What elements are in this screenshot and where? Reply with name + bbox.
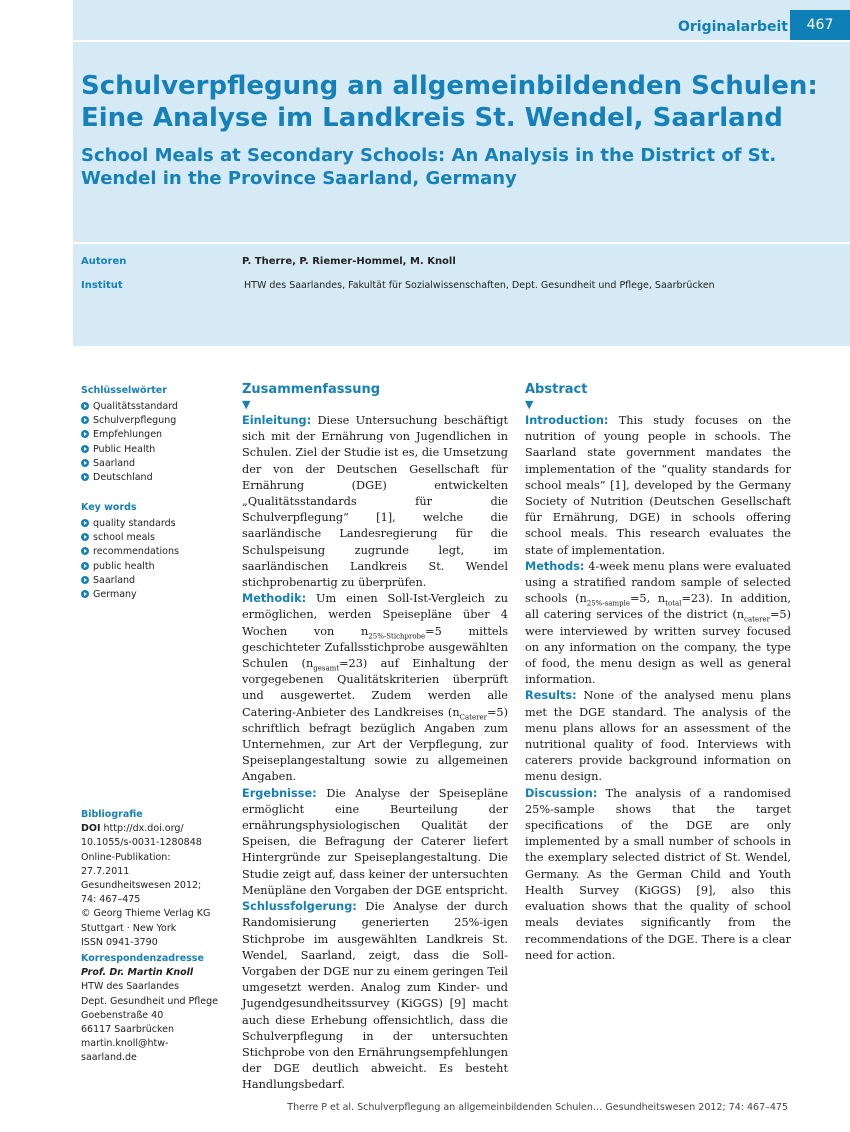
bullet-arrow-icon bbox=[81, 533, 89, 541]
doi-url[interactable]: http://dx.doi.org/ bbox=[103, 823, 184, 835]
section-label: Originalarbeit bbox=[678, 19, 788, 35]
footer-citation: Therre P et al. Schulverpflegung an allgemeinbildenden Schulen… Gesundheitswesen 2012; 74: 467–475 bbox=[287, 1102, 788, 1113]
journal: Gesundheitswesen 2012; bbox=[81, 880, 202, 892]
correspondence bbox=[81, 952, 221, 1066]
methodik-label: Methodik: bbox=[242, 592, 307, 606]
keyword-item: Empfehlungen bbox=[81, 428, 221, 442]
results-label: Results: bbox=[525, 689, 577, 703]
results-paragraph: Results: None of the analysed menu plans met the DGE standard. The analysis of the menu plans allows for an assessment of the nutritional quality of food. Interviews with caterers provide background information on menu design. bbox=[525, 689, 791, 784]
bibliography bbox=[81, 808, 221, 950]
meta-divider bbox=[73, 242, 850, 244]
abstract-heading: Abstract bbox=[525, 382, 588, 397]
doi-label: DOI bbox=[81, 823, 101, 835]
methodik-paragraph: Methodik: Um einen Soll-Ist-Vergleich zu ermöglichen, werden Speisepläne über 4 Wochen von $n_{25\%-Stichprobe}=5$ mittels geschichteter Zufallsstichprobe ausgewählten Schulen $(n_{gesamt}=23)$ auf Einhaltung der vorgegebenen Qualitätskriterien überprüft und ausgewertet. Zudem werden alle Catering-Anbieter des Landkreises $(n_{Caterer}=5)$ schriftlich befragt bezüglich Angaben zum Unternehmen, zur Art der Verpflegung, zur Speiseplangestaltung sowie zu allgemeinen Angaben. bbox=[242, 592, 508, 784]
correspondence-city: 66117 Saarbrücken bbox=[81, 1024, 175, 1036]
correspondence-heading: Korrespondenzadresse bbox=[81, 953, 204, 964]
issn: ISSN 0941-3790 bbox=[81, 936, 158, 948]
institute: HTW des Saarlandes, Fakultät für Sozialwissenschaften, Dept. Gesundheit und Pflege, Saarbrücken bbox=[244, 280, 715, 291]
article-title-english: School Meals at Secondary Schools: An Analysis in the District of St. Wendel in the Province Saarland, Germany bbox=[81, 145, 777, 189]
bibliography-heading: Bibliografie bbox=[81, 809, 143, 820]
keyword-item: public health bbox=[81, 560, 221, 574]
schlussfolgerung-label: Schlussfolgerung: bbox=[242, 900, 357, 914]
ergebnisse-label: Ergebnisse: bbox=[242, 786, 317, 800]
correspondence-street: Goebenstraße 40 bbox=[81, 1009, 164, 1021]
doi-id[interactable]: 10.1055/s-0031-1280848 bbox=[81, 837, 202, 849]
bullet-arrow-icon bbox=[81, 416, 89, 424]
pages: 74: 467–475 bbox=[81, 894, 141, 906]
bullet-arrow-icon bbox=[81, 590, 89, 598]
publisher-location: Stuttgart · New York bbox=[81, 922, 177, 934]
schlussfolgerung-paragraph: Schlussfolgerung: Die Analyse der durch Randomisierung generierten 25%-igen Stichprobe im ausgewählten Landkreis St. Wendel, Saarland, zeigt, dass die Soll-Vorgaben der DGE nur zu einem geringen Teil umgesetzt werden. Analog zum Kinder- und Jugendgesundheitssurvey (KiGGS) [9] macht auch diese Erhebung offensichtlich, dass die Schulverpflegung in der untersuchten Stichprobe von den Ernährungsempfehlungen der DGE deutlich abweicht. Es besteht Handlungsbedarf. bbox=[242, 900, 508, 1092]
keywords-german-heading: Schlüsselwörter bbox=[81, 385, 167, 396]
keywords-english-list bbox=[81, 517, 221, 602]
methods-label: Methods: bbox=[525, 559, 585, 573]
introduction-paragraph: Introduction: This study focuses on the nutrition of young people in schools. The Saarland state government mandates the implementation of the “quality standards for school meals” [1], developed by the Germany Society of Nutrition (Deutschen Gesellschaft für Ernährung, DGE) in schools offering school meals. This research evaluates the state of implementation. bbox=[525, 414, 791, 557]
ergebnisse-paragraph: Ergebnisse: Die Analyse der Speisepläne ermöglicht eine Beurteilung der ernährungsphysiologischen Qualität der Speisen, die Befragung der Caterer liefert Hintergründe zur Speiseplangestaltung. Die Studie zeigt auf, dass keiner der untersuchten Menüpläne den Vorgaben der DGE entspricht. bbox=[242, 786, 509, 897]
zusammenfassung bbox=[242, 382, 508, 1094]
keyword-item: recommendations bbox=[81, 545, 221, 559]
bullet-arrow-icon bbox=[81, 576, 89, 584]
triangle-down-icon: ▼ bbox=[525, 398, 534, 411]
institute-label: Institut bbox=[81, 280, 123, 291]
einleitung-paragraph: Einleitung: Diese Untersuchung beschäftigt sich mit der Ernährung von Jugendlichen in Schulen. Ziel der Studie ist es, die Umsetzung der von der Deutschen Gesellschaft für Ernährung (DGE) entwickelten „Qualitätsstandards für die Schulverpflegung“ [1], welche die saarländische Landesregierung für die Schulspeisung zugrunde legt, im saarländischen Landkreis St. Wendel stichprobenartig zu überprüfen. bbox=[242, 414, 508, 590]
correspondence-dept: Dept. Gesundheit und Pflege bbox=[81, 995, 218, 1007]
page-number: 467 bbox=[790, 10, 850, 40]
keyword-item: Schulverpflegung bbox=[81, 414, 221, 428]
online-publication: Online-Publikation: 27.7.2011 bbox=[81, 851, 171, 877]
zusammenfassung-heading: Zusammenfassung bbox=[242, 382, 381, 397]
abstract bbox=[525, 382, 791, 964]
article-title-german: Schulverpflegung an allgemeinbildenden Schulen: Eine Analyse im Landkreis St. Wendel, Saarland bbox=[81, 71, 818, 133]
einleitung-label: Einleitung: bbox=[242, 414, 312, 427]
bullet-arrow-icon bbox=[81, 562, 89, 570]
authors-label: Autoren bbox=[81, 256, 127, 267]
keyword-item: Public Health bbox=[81, 443, 221, 457]
methods-paragraph: Methods: 4-week menu plans were evaluated using a stratified random sample of selected schools ($n_{25\%-sample}=5$, $n_{total}=23$). In addition, all catering services of the district $(n_{caterer}=5)$ were interviewed by written survey focused on any information on the company, the type of food, the menu design as well as general information. bbox=[525, 559, 791, 687]
correspondence-name: Prof. Dr. Martin Knoll bbox=[81, 967, 194, 979]
keyword-item: Saarland bbox=[81, 574, 221, 588]
introduction-label: Introduction: bbox=[525, 414, 609, 427]
bullet-arrow-icon bbox=[81, 445, 89, 453]
bullet-arrow-icon bbox=[81, 430, 89, 438]
keyword-item: Qualitätsstandard bbox=[81, 400, 221, 414]
discussion-paragraph: Discussion: The analysis of a randomised 25%-sample shows that the target specifications of the DGE are only implemented by a small number of schools in the exemplary selected district of St. Wendel, Germany. As the German Child and Youth Health Survey (KiGGS) [9], also this evaluation shows that the quality of school meals deviates significantly from the recommendations of the DGE. There is a clear need for action. bbox=[525, 786, 791, 962]
keyword-item: Germany bbox=[81, 588, 221, 602]
keyword-item: Saarland bbox=[81, 457, 221, 471]
correspondence-org: HTW des Saarlandes bbox=[81, 981, 180, 993]
keyword-item: Deutschland bbox=[81, 471, 221, 485]
copyright: © Georg Thieme Verlag KG bbox=[81, 908, 211, 920]
bullet-arrow-icon bbox=[81, 547, 89, 555]
correspondence-email[interactable]: martin.knoll@htw-saarland.de bbox=[81, 1038, 169, 1064]
keyword-item: quality standards bbox=[81, 517, 221, 531]
keywords-german-list bbox=[81, 400, 221, 485]
keywords-english-heading: Key words bbox=[81, 502, 137, 513]
keyword-item: school meals bbox=[81, 531, 221, 545]
header-divider bbox=[73, 40, 850, 42]
authors: P. Therre, P. Riemer-Hommel, M. Knoll bbox=[242, 256, 456, 267]
bullet-arrow-icon bbox=[81, 459, 89, 467]
triangle-down-icon: ▼ bbox=[242, 398, 251, 411]
bullet-arrow-icon bbox=[81, 402, 89, 410]
keywords-german bbox=[81, 384, 221, 485]
bullet-arrow-icon bbox=[81, 519, 89, 527]
keywords-english bbox=[81, 501, 221, 602]
bullet-arrow-icon bbox=[81, 473, 89, 481]
discussion-label: Discussion: bbox=[525, 786, 598, 800]
